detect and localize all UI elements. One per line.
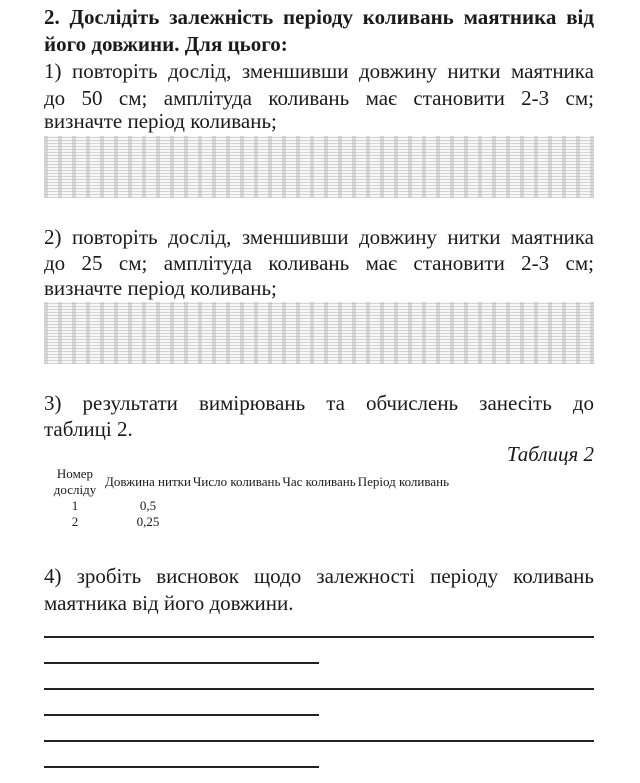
header-number (46, 466, 104, 498)
cell-number: 2 (71, 514, 79, 529)
answer-line[interactable] (44, 740, 594, 742)
answer-grid-1[interactable] (44, 136, 594, 198)
cell-length: 0,25 (136, 514, 160, 529)
step3-line-2: таблиці 2. (44, 417, 133, 441)
answer-line[interactable] (44, 662, 319, 664)
header-number-line-1: Номер (56, 466, 94, 481)
cell-time[interactable] (281, 514, 356, 530)
answer-line[interactable] (44, 636, 594, 638)
step2-line-3: визначте період коливань; (44, 276, 277, 300)
cell-period[interactable] (357, 498, 450, 514)
header-period: Період коливань (357, 474, 449, 489)
cell-time[interactable] (281, 498, 356, 514)
results-table (46, 466, 450, 530)
task-title-line-1: 2. Дослідіть залежність періоду коливань маятника від (44, 5, 594, 29)
step4-line-2: маятника від його довжини. (44, 591, 294, 615)
header-length: Довжина нитки (105, 474, 191, 489)
step4-line-1: 4) зробіть висновок щодо залежності періоду коливань (44, 564, 594, 588)
answer-line[interactable] (44, 714, 319, 716)
table-row (46, 514, 450, 530)
step2-line-2: до 25 см; амплітуда коливань має становити 2-3 см; (44, 251, 594, 275)
step1-line-1: 1) повторіть дослід, зменшивши довжину нитки маятника (44, 59, 594, 83)
table-caption: Таблиця 2 (506, 442, 594, 466)
cell-count[interactable] (192, 514, 281, 530)
answer-line[interactable] (44, 688, 594, 690)
answer-line[interactable] (44, 766, 319, 768)
step1-line-3: визначте період коливань; (44, 109, 277, 133)
answer-grid-2[interactable] (44, 302, 594, 364)
step2-line-1: 2) повторіть дослід, зменшивши довжину нитки маятника (44, 225, 594, 249)
cell-length: 0,5 (139, 498, 157, 513)
header-number-line-2: досліду (53, 482, 97, 497)
cell-number: 1 (71, 498, 79, 513)
table-header-row (46, 466, 450, 498)
cell-period[interactable] (357, 514, 450, 530)
task-title-line-2: його довжини. Для цього: (44, 32, 288, 56)
step1-line-2: до 50 см; амплітуда коливань має становити 2-3 см; (44, 86, 594, 110)
step3-line-1: 3) результати вимірювань та обчислень занесіть до (44, 391, 594, 415)
header-time: Час коливань (282, 474, 356, 489)
header-count: Число коливань (192, 474, 281, 489)
table-row (46, 498, 450, 514)
cell-count[interactable] (192, 498, 281, 514)
